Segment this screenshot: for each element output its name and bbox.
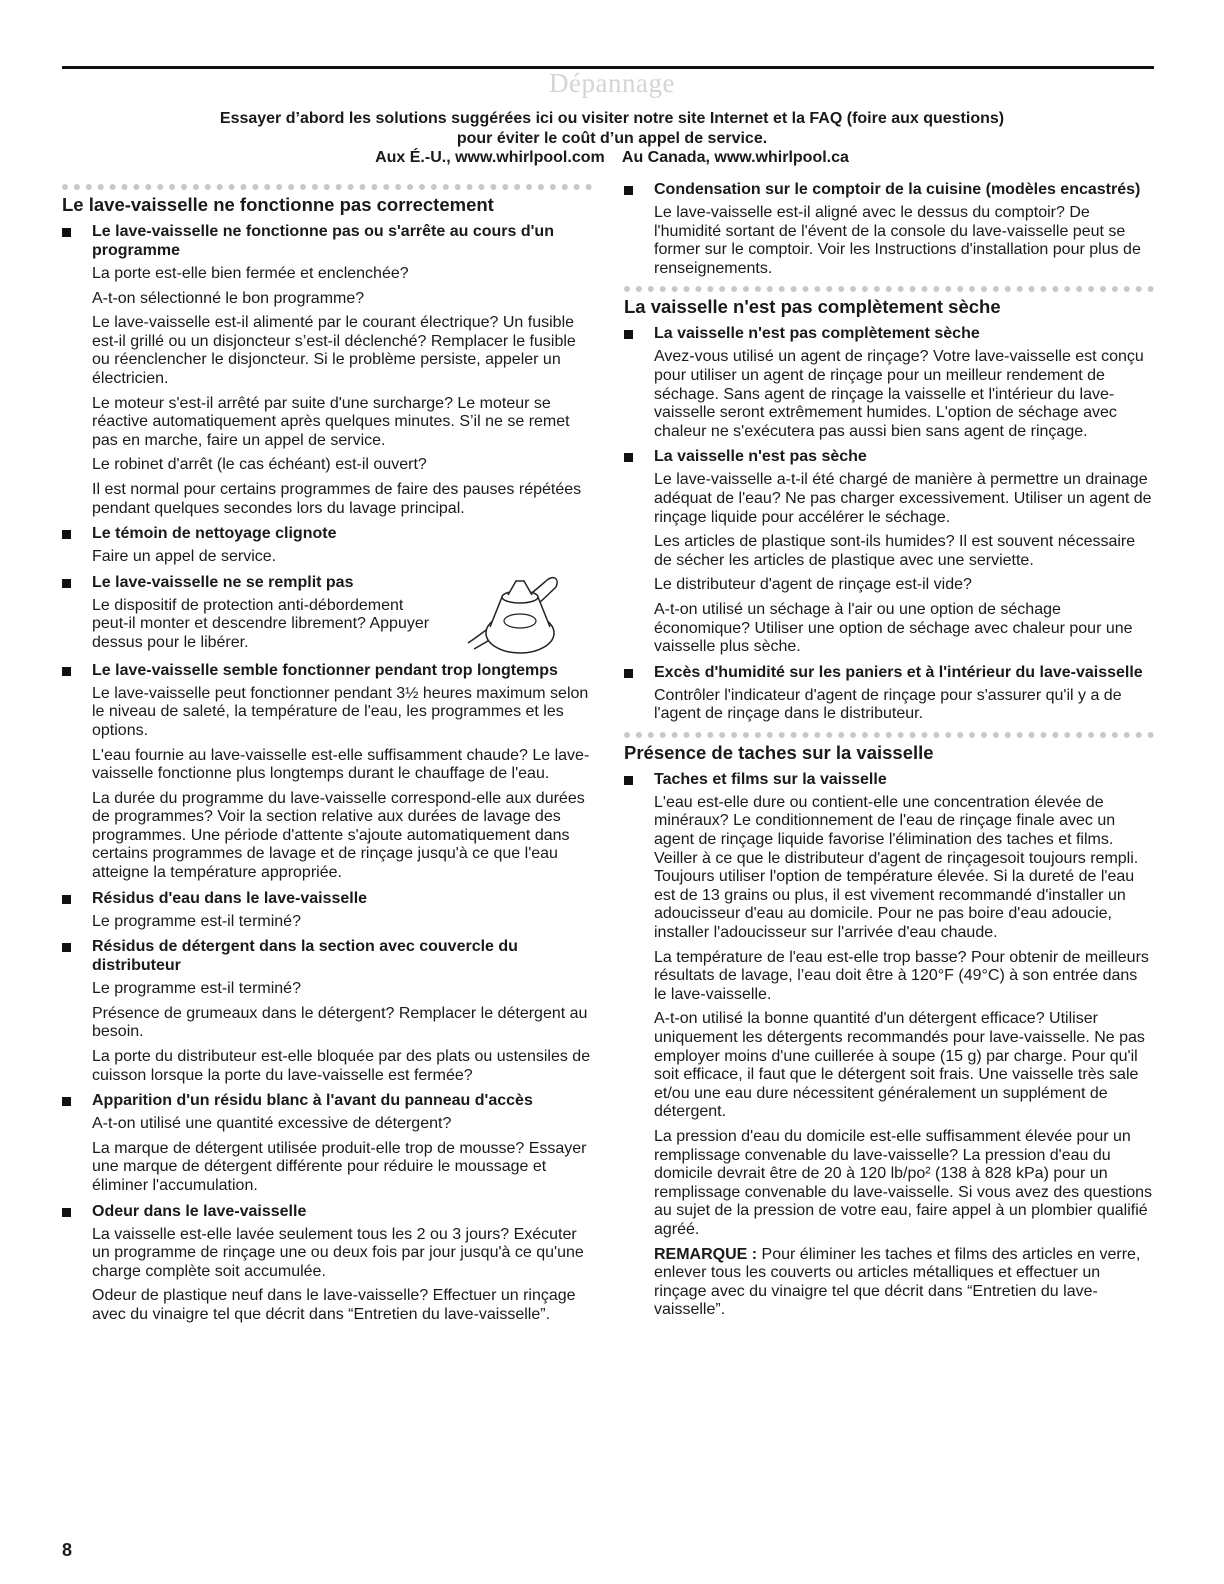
solution-text: Odeur de plastique neuf dans le lave-vaisselle? Effectuer un rinçage avec du vinaigre tel que décrit dans “Entretien du lave-vaisselle”. (92, 1287, 576, 1323)
bullet-square-icon (62, 667, 71, 676)
solution-text: L'eau est-elle dure ou contient-elle une concentration élevée de minéraux? Le conditionnement de l'eau de rinçage finale avec un agent de rinçage liquide favorise l'élimination des taches et films. Veiller à ce que le distributeur d'agent de rinçagesoit toujours rempli. Toujours utiliser l'option de température élevée. Si la dureté de l'eau est de 13 grains ou plus, il est vivement recommandé d'installer un adoucisseur d'eau au domicile. Pour ne pas boire d'eau adoucie, installer l'adoucisseur sur l'arrivée d'eau chaude. (654, 793, 1139, 942)
problem-item (62, 937, 592, 1085)
problem-title: Odeur dans le lave-vaisselle (92, 1202, 307, 1220)
solution-text: Le programme est-il terminé? (92, 980, 301, 998)
problem-title: Résidus de détergent dans la section avec couvercle du distributeur (92, 938, 518, 975)
solution-text: La pression d'eau du domicile est-elle suffisamment élevée pour un remplissage convenable du lave-vaisselle? La pression d'eau du domicile devrait être de 20 à 120 lb/po² (138 à 828 kPa) pour un remplissage convenable du lave-vaisselle. Si vous avez des questions au sujet de la pression de votre eau, faire appel à un plombier qualifié agréé. (654, 1127, 1153, 1238)
bullet-square-icon (624, 453, 633, 462)
page-number: 8 (62, 1540, 73, 1560)
problem-title: Taches et films sur la vaisselle (654, 770, 887, 788)
solution-text: Le distributeur d'agent de rinçage est-il vide? (654, 576, 972, 594)
section-heading: Présence de taches sur la vaisselle (624, 732, 1154, 764)
problem-item (62, 1091, 592, 1195)
note-label: REMARQUE : (654, 1245, 758, 1263)
solution-text: Avez-vous utilisé un agent de rinçage? Votre lave-vaisselle est conçu pour utiliser un agent de rinçage pour un meilleur rendement de séchage. Sans agent de rinçage la vaisselle et l'intérieur du lave-vaisselle seront extrêmement humides. L'option de séchage avec chaleur ne s'exécutera pas aussi bien sans agent de rinçage. (654, 348, 1144, 440)
bullet-square-icon (62, 943, 71, 952)
bullet-square-icon (624, 330, 633, 339)
bullet-square-icon (624, 669, 633, 678)
solution-text: Le lave-vaisselle peut fonctionner pendant 3½ heures maximum selon le niveau de saleté, la température de l'eau, les programmes et les options. (92, 684, 589, 739)
intro-line: pour éviter le coût d’un appel de service. (456, 129, 768, 147)
problem-title: Excès d'humidité sur les paniers et à l'intérieur du lave-vaisselle (654, 663, 1143, 681)
problem-item (624, 663, 1154, 724)
solution-text: Faire un appel de service. (92, 548, 277, 566)
problem-title: Résidus d'eau dans le lave-vaisselle (92, 889, 368, 907)
problem-title: Le lave-vaisselle ne fonctionne pas ou s'arrête au cours d'un programme (92, 223, 554, 259)
problem-item (62, 889, 592, 932)
bullet-square-icon (62, 530, 71, 539)
bullet-square-icon (62, 895, 71, 904)
right-column (624, 181, 1154, 1326)
bullet-square-icon (62, 1208, 71, 1217)
intro-line: Essayer d’abord les solutions suggérées ici ou visiter notre site Internet et la FAQ (foire aux questions) (219, 110, 1005, 127)
intro-websites: Aux É.-U., www.whirlpool.com Au Canada, www.whirlpool.ca (375, 149, 849, 166)
problem-item (62, 661, 592, 883)
solution-text: A-t-on sélectionné le bon programme? (92, 289, 365, 307)
problem-title: Condensation sur le comptoir de la cuisine (modèles encastrés) (654, 181, 1141, 198)
solution-text: A-t-on utilisé un séchage à l'air ou une option de séchage économique? Utiliser une option de séchage avec chaleur pour une vaisselle plus sèche. (654, 600, 1133, 656)
bullet-square-icon (62, 228, 71, 237)
solution-text: Présence de grumeaux dans le détergent? Remplacer le détergent au besoin. (92, 1004, 588, 1041)
problem-item (624, 770, 1154, 1320)
problem-item (62, 222, 592, 518)
float-switch-illustration (456, 571, 592, 661)
solution-text: L'eau fournie au lave-vaisselle est-elle suffisamment chaude? Le lave-vaisselle fonctionne plus longtemps durant le chauffage de l'eau. (92, 746, 590, 783)
solution-text: Le robinet d'arrêt (le cas échéant) est-il ouvert? (92, 456, 427, 474)
problem-item (624, 447, 1154, 656)
solution-text: Les articles de plastique sont-ils humides? Il est souvent nécessaire de sécher les articles de plastique avec une serviette. (654, 533, 1136, 569)
problem-item (624, 324, 1154, 441)
solution-text: Le lave-vaisselle est-il aligné avec le dessus du comptoir? De l'humidité sortant de l'évent de la console du lave-vaisselle peut se former sur le comptoir. Voir les Instructions d'installation pour plus de renseignements. (654, 204, 1141, 277)
problem-item (62, 524, 592, 567)
solution-text: Contrôler l'indicateur d'agent de rinçage pour s'assurer qu'il y a de l'agent de rinçage dans le distributeur. (654, 686, 1122, 723)
bullet-square-icon (62, 579, 71, 588)
problem-title: La vaisselle n'est pas complètement sèche (654, 325, 980, 343)
left-column (62, 184, 592, 1331)
page-title: Dépannage (549, 68, 675, 98)
solution-text: La température de l'eau est-elle trop basse? Pour obtenir de meilleurs résultats de lavage, l’eau doit être à 120°F (49°C) à son entrée dans le lave-vaisselle. (654, 948, 1149, 1003)
problem-title: Le témoin de nettoyage clignote (92, 525, 337, 543)
note-text: Pour éliminer les taches et films des articles en verre, enlever tous les couverts ou articles métalliques et effectuer un rinçage avec du vinaigre tel que décrit dans “Entretien du lave-vaisselle”. (654, 1245, 1141, 1319)
problem-item (624, 180, 1154, 278)
solution-text: Le lave-vaisselle a-t-il été chargé de manière à permettre un drainage adéquat de l'eau? Ne pas charger excessivement. Utiliser un agent de rinçage liquide pour accélérer le séchage. (654, 471, 1152, 526)
bullet-square-icon (624, 776, 633, 785)
problem-title: Le lave-vaisselle ne se remplit pas (92, 573, 354, 591)
section-heading: La vaisselle n'est pas complètement sèche (624, 286, 1154, 318)
bullet-square-icon (624, 186, 633, 195)
solution-text: Il est normal pour certains programmes de faire des pauses répétées pendant quelques secondes lors du lavage principal. (92, 480, 582, 517)
solution-text: A-t-on utilisé la bonne quantité d'un détergent efficace? Utiliser uniquement les détergents recommandés pour lave-vaisselle. Ne pas employer moins d'une cuillerée à soupe (15 g) par charge. Pour qu'il soit efficace, il faut que le détergent soit frais. Une vaisselle très sale et/ou une eau dure nécessitent généralement un supplément de détergent. (654, 1010, 1145, 1121)
solution-text: Le programme est-il terminé? (92, 912, 301, 930)
solution-text: La vaisselle est-elle lavée seulement tous les 2 ou 3 jours? Exécuter un programme de rinçage une ou deux fois par jour jusqu'à ce qu'une charge complète soit accumulée. (92, 1225, 584, 1280)
solution-text: Le lave-vaisselle est-il alimenté par le courant électrique? Un fusible est-il grillé ou un disjoncteur s’est-il déclenché? Remplacer le fusible ou réenclencher le disjoncteur. Si le problème persiste, appeler un électricien. (92, 314, 576, 387)
solution-text: Le moteur s'est-il arrêté par suite d'une surcharge? Le moteur se réactive automatiquement après quelques minutes. S’il ne se remet pas en marche, faire un appel de service. (92, 394, 570, 449)
problem-item (62, 573, 592, 653)
note-paragraph (654, 1246, 1154, 1320)
solution-text: La durée du programme du lave-vaisselle correspond-elle aux durées de programmes? Voir la section relative aux durées de lavage des programmes. Une période d'attente s'ajoute automatiquement dans certains programmes de lavage et de rinçage jusqu'à ce que l'eau atteigne la température appropriée. (92, 789, 585, 882)
bullet-square-icon (62, 1097, 71, 1106)
problem-title: La vaisselle n'est pas sèche (654, 448, 867, 466)
problem-title: Apparition d'un résidu blanc à l'avant du panneau d'accès (92, 1092, 533, 1110)
section-heading: Le lave-vaisselle ne fonctionne pas correctement (62, 184, 592, 216)
solution-text: La porte est-elle bien fermée et enclenchée? (92, 265, 409, 282)
solution-text: La porte du distributeur est-elle bloquée par des plats ou ustensiles de cuisson lorsque la porte du lave-vaisselle est fermée? (92, 1048, 591, 1084)
intro-text (120, 109, 1104, 168)
solution-text: La marque de détergent utilisée produit-elle trop de mousse? Essayer une marque de détergent différente pour réduire le moussage et éliminer l'accumulation. (92, 1139, 587, 1194)
problem-item (62, 1202, 592, 1325)
solution-text: A-t-on utilisé une quantité excessive de détergent? (92, 1115, 452, 1133)
problem-title: Le lave-vaisselle semble fonctionner pendant trop longtemps (92, 661, 558, 679)
solution-text: Le dispositif de protection anti-débordement peut-il monter et descendre librement? Appuyer dessus pour le libérer. (92, 596, 430, 651)
